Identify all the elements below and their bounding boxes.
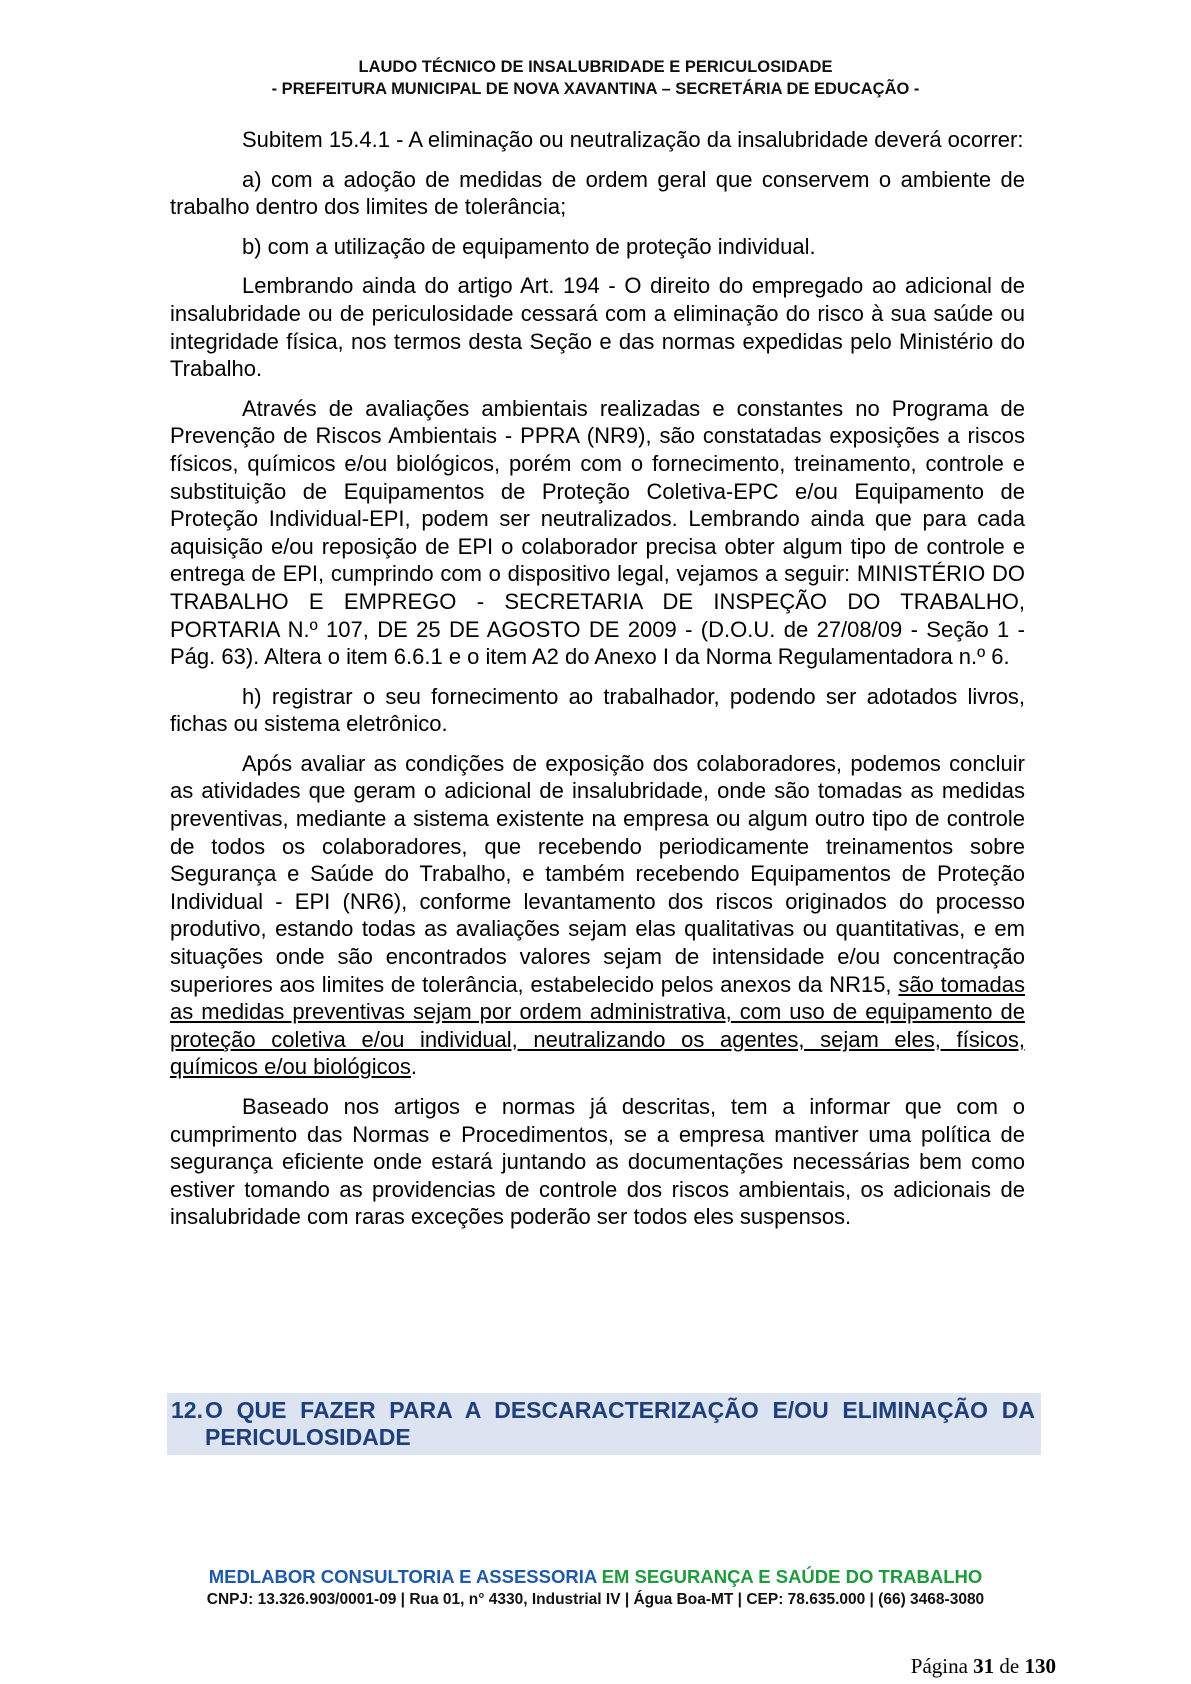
- paragraph-apos-avaliar: [170, 750, 1025, 1081]
- page-current: 31: [973, 1654, 995, 1678]
- footer-company-tagline: EM SEGURANÇA E SAÚDE DO TRABALHO: [601, 1566, 983, 1587]
- paragraph-avaliacoes: Através de avaliações ambientais realizadas e constantes no Programa de Prevenção de Riscos Ambientais - PPRA (NR9), são constatadas exposições a riscos físicos, químicos e/ou biológicos, porém com o fornecimento, treinamento, controle e substituição de Equipamentos de Proteção Coletiva-EPC e/ou Equipamento de Proteção Individual-EPI, podem ser neutralizados. Lembrando ainda que para cada aquisição e/ou reposição de EPI o colaborador precisa obter algum tipo de controle e entrega de EPI, cumprindo com o dispositivo legal, vejamos a seguir: MINISTÉRIO DO TRABALHO E EMPREGO - SECRETARIA DE INSPEÇÃO DO TRABALHO, PORTARIA N.º 107, DE 25 DE AGOSTO DE 2009 - (D.O.U. de 27/08/09 - Seção 1 - Pág. 63). Altera o item 6.6.1 e o item A2 do Anexo I da Norma Regulamentadora n.º 6.: [170, 395, 1025, 670]
- document-footer: [0, 1565, 1191, 1611]
- paragraph-baseado: Baseado nos artigos e normas já descritas, tem a informar que com o cumprimento das Normas e Procedimentos, se a empresa mantiver uma política de segurança eficiente onde estará juntando as documentações necessárias bem como estiver tomando as providencias de controle dos riscos ambientais, os adicionais de insalubridade com raras exceções poderão ser todos eles suspensos.: [170, 1094, 1025, 1230]
- header-title: LAUDO TÉCNICO DE INSALUBRIDADE E PERICULOSIDADE: [358, 58, 833, 76]
- document-header: [0, 56, 1191, 100]
- paragraph-item-b: b) com a utilização de equipamento de proteção individual.: [242, 233, 816, 259]
- header-subtitle: - PREFEITURA MUNICIPAL DE NOVA XAVANTINA – SECRETÁRIA DE EDUCAÇÃO -: [271, 80, 920, 98]
- page-label: Página: [910, 1654, 968, 1678]
- paragraph-subitem: Subitem 15.4.1 - A eliminação ou neutralização da insalubridade deverá ocorrer:: [242, 127, 1024, 152]
- document-body: [170, 126, 1025, 1243]
- paragraph-apos-avaliar-text: Após avaliar as condições de exposição dos colaboradores, podemos concluir as atividades que geram o adicional de insalubridade, onde são tomadas as medidas preventivas, mediante a sistema existente na empresa ou algum outro tipo de controle de todos os colaboradores, que recebendo periodicamente treinamentos sobre Segurança e Saúde do Trabalho, e também recebendo Equipamentos de Proteção Individual - EPI (NR6), conforme levantamento dos riscos originados do processo produtivo, estando todas as avaliações sejam elas qualitativas ou quantitativas, e em situações onde são encontrados valores sejam de intensidade e/ou concentração superiores aos limites de tolerância, estabelecido pelos anexos da NR15,: [170, 750, 1025, 997]
- paragraph-item-h: h) registrar o seu fornecimento ao trabalhador, podendo ser adotados livros, fichas ou sistema eletrônico.: [170, 683, 1025, 737]
- section-number: 12.: [171, 1397, 203, 1423]
- underlined-measures-text: são tomadas as medidas preventivas sejam por ordem administrativa, com uso de equipamento de proteção coletiva e/ou individual, neutralizando os agentes, sejam eles, físicos, químicos e/ou biológicos: [170, 971, 1025, 1080]
- section-title-line2: PERICULOSIDADE: [205, 1424, 411, 1450]
- paragraph-art-194: Lembrando ainda do artigo Art. 194 - O direito do empregado ao adicional de insalubridade ou de periculosidade cessará com a eliminação do risco à sua saúde ou integridade física, nos termos desta Seção e das normas expedidas pelo Ministério do Trabalho.: [170, 273, 1025, 382]
- footer-company: [0, 1565, 1191, 1589]
- footer-cnpj-address: CNPJ: 13.326.903/0001-09 | Rua 01, n° 4330, Industrial IV | Água Boa-MT | CEP: 78.635.000 | (66) 3468-3080: [206, 1591, 985, 1608]
- paragraph-item-a: a) com a adoção de medidas de ordem geral que conservem o ambiente de trabalho dentro dos limites de tolerância;: [170, 166, 1025, 220]
- section-heading-12: [167, 1393, 1041, 1455]
- paragraph-end-period: .: [410, 1054, 418, 1080]
- page-total: 130: [1024, 1654, 1056, 1678]
- section-title-line1: O QUE FAZER PARA A DESCARACTERIZAÇÃO E/OU ELIMINAÇÃO DA: [205, 1397, 1035, 1423]
- page-number: [911, 1654, 1056, 1679]
- page-of-label: de: [999, 1654, 1020, 1678]
- footer-company-name: MEDLABOR CONSULTORIA E ASSESSORIA: [208, 1566, 597, 1587]
